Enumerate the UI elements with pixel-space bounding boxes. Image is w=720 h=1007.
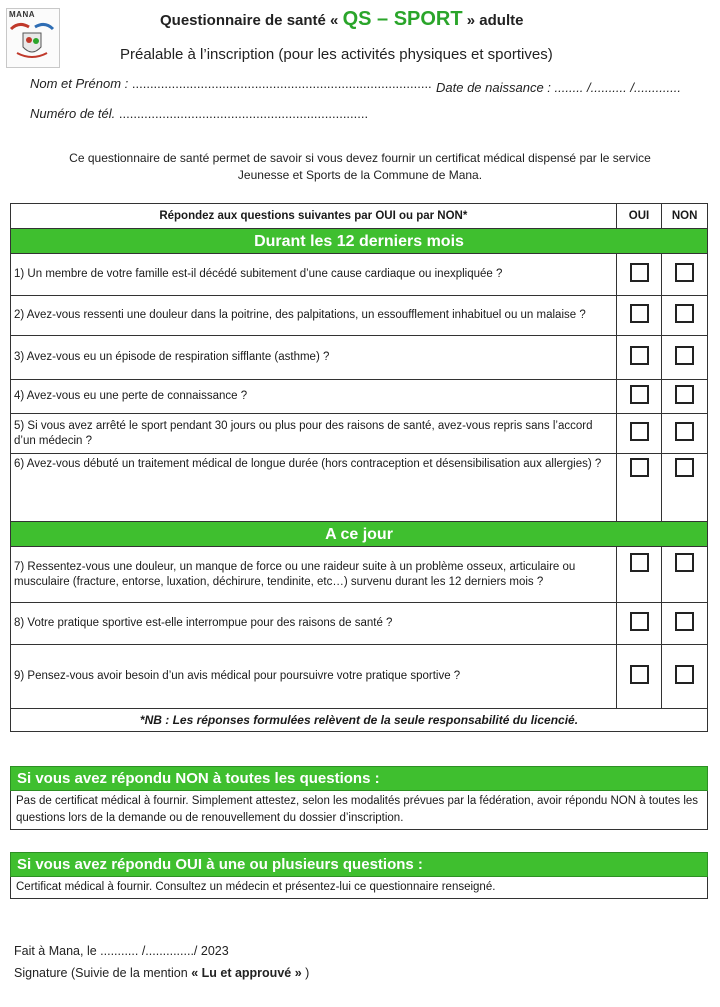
checkbox-square-icon	[630, 665, 649, 684]
checkbox-square-icon	[675, 665, 694, 684]
question-row	[11, 254, 708, 296]
checkbox-square-icon	[630, 553, 649, 572]
name-field[interactable]	[30, 76, 432, 91]
signature-line	[14, 966, 309, 980]
yes-checkbox[interactable]	[616, 454, 662, 522]
phone-field[interactable]	[30, 106, 368, 121]
place-date-field[interactable]: Fait à Mana, le ........... /............../ 2023	[14, 944, 229, 958]
checkbox-square-icon	[675, 263, 694, 282]
coat-of-arms-icon	[9, 19, 55, 63]
checkbox-square-icon	[630, 346, 649, 365]
checkbox-square-icon	[675, 304, 694, 323]
yes-checkbox[interactable]	[616, 603, 662, 645]
if-no-body: Pas de certificat médical à fournir. Simplement attestez, selon les modalités prévues par la fédération, avoir répondu NON à toutes les questions lors de la demande ou de renouvellement du dossier d’inscription.	[10, 791, 708, 830]
signature-prefix: Signature (Suivie de la mention	[14, 966, 188, 980]
question-text: 4) Avez-vous eu une perte de connaissance ?	[11, 380, 617, 414]
table-header-row	[11, 204, 708, 229]
question-text: 7) Ressentez-vous une douleur, un manque de force ou une raideur suite à un problème osseux, articulaire ou musculaire (fracture, entorse, luxation, déchirure, tendinite, etc…) survenu durant les 12 derniers mois ?	[11, 547, 617, 603]
intro-line-1: Ce questionnaire de santé permet de savoir si vous devez fournir un certificat médical dispensé par le service	[69, 151, 651, 165]
birthdate-field[interactable]: Date de naissance : ........ /.......... /.............	[436, 80, 681, 95]
if-no-heading: Si vous avez répondu NON à toutes les questions :	[10, 766, 708, 791]
question-text: 3) Avez-vous eu un épisode de respiration sifflante (asthme) ?	[11, 336, 617, 380]
checkbox-square-icon	[630, 263, 649, 282]
if-yes-body: Certificat médical à fournir. Consultez un médecin et présentez-lui ce questionnaire renseigné.	[10, 877, 708, 899]
checkbox-square-icon	[675, 458, 694, 477]
mana-logo	[6, 8, 60, 68]
title-prefix: Questionnaire de santé «	[160, 12, 339, 29]
section-band-12-months	[11, 229, 708, 254]
intro-text	[0, 150, 720, 184]
checkbox-square-icon	[675, 612, 694, 631]
nb-note: *NB : Les réponses formulées relèvent de la seule responsabilité du licencié.	[11, 709, 708, 732]
yes-checkbox[interactable]	[616, 380, 662, 414]
no-checkbox[interactable]	[662, 547, 708, 603]
page-subtitle: Préalable à l’inscription (pour les activités physiques et sportives)	[120, 46, 553, 63]
no-checkbox[interactable]	[662, 380, 708, 414]
section-band-today	[11, 522, 708, 547]
question-text: 5) Si vous avez arrêté le sport pendant 30 jours ou plus pour des raisons de santé, avez-vous repris sans l’accord d’un médecin ?	[11, 414, 617, 454]
signature-suffix: )	[305, 966, 310, 980]
yes-checkbox[interactable]	[616, 254, 662, 296]
if-yes-section	[10, 852, 708, 899]
intro-line-2: Jeunesse et Sports de la Commune de Mana.	[237, 168, 483, 182]
yes-checkbox[interactable]	[616, 645, 662, 709]
section-title: A ce jour	[11, 522, 708, 547]
nb-row	[11, 709, 708, 732]
questionnaire-table	[10, 203, 708, 732]
question-text: 1) Un membre de votre famille est-il décédé subitement d’une cause cardiaque ou inexpliquée ?	[11, 254, 617, 296]
yes-checkbox[interactable]	[616, 296, 662, 336]
checkbox-square-icon	[630, 304, 649, 323]
checkbox-square-icon	[675, 346, 694, 365]
question-row	[11, 603, 708, 645]
no-checkbox[interactable]	[662, 454, 708, 522]
logo-text: MANA	[9, 10, 35, 19]
question-row	[11, 336, 708, 380]
checkbox-square-icon	[630, 612, 649, 631]
no-checkbox[interactable]	[662, 336, 708, 380]
question-row	[11, 547, 708, 603]
question-row	[11, 296, 708, 336]
title-suffix: » adulte	[466, 12, 524, 29]
page-title	[160, 8, 580, 31]
checkbox-square-icon	[675, 553, 694, 572]
no-checkbox[interactable]	[662, 645, 708, 709]
checkbox-square-icon	[630, 422, 649, 441]
title-brand: QS – SPORT	[342, 8, 463, 30]
col-yes-header: OUI	[616, 204, 662, 229]
name-dots: ...................................................................................	[131, 76, 432, 91]
checkbox-square-icon	[630, 385, 649, 404]
question-row	[11, 414, 708, 454]
no-checkbox[interactable]	[662, 603, 708, 645]
if-yes-heading: Si vous avez répondu OUI à une ou plusieurs questions :	[10, 852, 708, 877]
checkbox-square-icon	[675, 385, 694, 404]
section-title: Durant les 12 derniers mois	[11, 229, 708, 254]
question-text: 6) Avez-vous débuté un traitement médical de longue durée (hors contraception et désensibilisation aux allergies) ?	[11, 454, 617, 522]
if-no-section	[10, 766, 708, 830]
question-row	[11, 380, 708, 414]
phone-dots: .....................................................................	[118, 106, 369, 121]
checkbox-square-icon	[675, 422, 694, 441]
instruction-cell: Répondez aux questions suivantes par OUI ou par NON*	[11, 204, 617, 229]
phone-label: Numéro de tél.	[30, 106, 116, 121]
question-row	[11, 454, 708, 522]
question-text: 8) Votre pratique sportive est-elle interrompue pour des raisons de santé ?	[11, 603, 617, 645]
name-label: Nom et Prénom :	[30, 76, 129, 91]
signature-mention: « Lu et approuvé »	[191, 966, 302, 980]
yes-checkbox[interactable]	[616, 336, 662, 380]
no-checkbox[interactable]	[662, 296, 708, 336]
question-text: 2) Avez-vous ressenti une douleur dans la poitrine, des palpitations, un essoufflement inhabituel ou un malaise ?	[11, 296, 617, 336]
checkbox-square-icon	[630, 458, 649, 477]
yes-checkbox[interactable]	[616, 547, 662, 603]
no-checkbox[interactable]	[662, 254, 708, 296]
col-no-header: NON	[662, 204, 708, 229]
question-row	[11, 645, 708, 709]
no-checkbox[interactable]	[662, 414, 708, 454]
question-text: 9) Pensez-vous avoir besoin d’un avis médical pour poursuivre votre pratique sportive ?	[11, 645, 617, 709]
yes-checkbox[interactable]	[616, 414, 662, 454]
